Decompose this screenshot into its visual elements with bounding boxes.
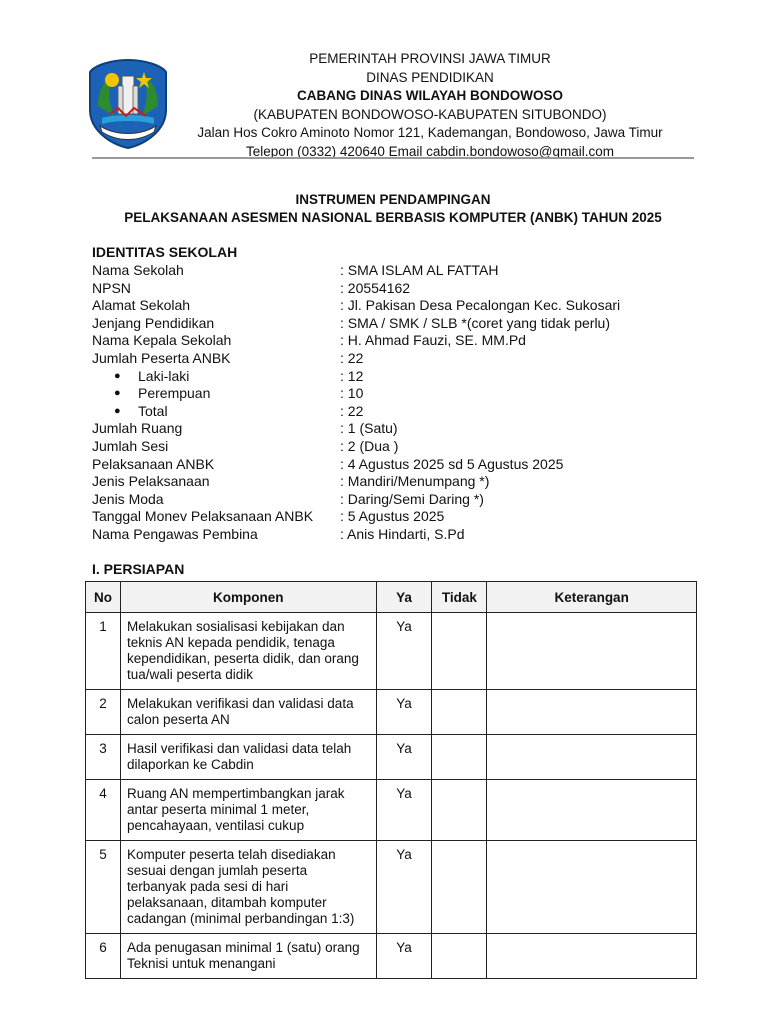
table-row [86,841,697,934]
identitas-label: Nama Kepala Sekolah [92,332,232,349]
tidak-cell [432,841,487,934]
identitas-label: NPSN [92,279,131,296]
identitas-value: : Jl. Pakisan Desa Pecalongan Kec. Sukosari [340,297,621,314]
keterangan-cell [487,613,697,690]
identitas-row [0,438,768,456]
identitas-label: Tanggal Monev Pelaksanaan ANBK [92,508,314,525]
no-cell: 3 [86,735,121,780]
document-title: INSTRUMEN PENDAMPINGAN [295,192,491,207]
tidak-cell [432,735,487,780]
tidak-cell [432,934,487,979]
identitas-row [0,403,768,421]
table-header-row [86,582,697,613]
identitas-heading: IDENTITAS SEKOLAH [92,244,238,260]
col-header-keterangan: Keterangan [487,582,697,613]
region-name: (KABUPATEN BONDOWOSO-KABUPATEN SITUBONDO) [253,106,607,122]
address: Jalan Hos Cokro Aminoto Nomor 121, Kademangan, Bondowoso, Jawa Timur [197,125,663,140]
komponen-cell: Ada penugasan minimal 1 (satu) orang Teknisi untuk menangani [120,934,376,979]
identitas-value: : SMA ISLAM AL FATTAH [340,262,499,278]
tidak-cell [432,613,487,690]
persiapan-heading: I. PERSIAPAN [92,561,185,577]
identitas-row [0,526,768,544]
komponen-cell: Melakukan verifikasi dan validasi data calon peserta AN [120,690,376,735]
bullet-icon: ● [114,369,121,382]
identitas-label: Alamat Sekolah [92,297,191,314]
identitas-value: : 1 (Satu) [340,420,398,437]
keterangan-cell [487,934,697,979]
identitas-value: : Daring/Semi Daring *) [340,490,484,507]
contact: Telepon (0332) 420640 Email cabdin.bondowoso@gmail.com [246,143,614,159]
identitas-label: Total [138,402,168,419]
identitas-label: Jumlah Peserta ANBK [92,350,231,366]
identitas-label: Perempuan [138,385,211,402]
identitas-value: : 10 [340,385,364,402]
identitas-label: Nama Sekolah [92,262,184,278]
table-row [86,613,697,690]
identitas-label: Jenis Moda [92,490,164,507]
no-cell: 6 [86,934,121,979]
identitas-row [0,368,768,386]
table-row [86,735,697,780]
identitas-label: Jumlah Sesi [92,438,169,454]
identitas-label: Jumlah Ruang [92,420,183,437]
identitas-value: : SMA / SMK / SLB *(coret yang tidak perlu) [340,314,610,331]
keterangan-cell [487,690,697,735]
komponen-cell: Hasil verifikasi dan validasi data telah dilaporkan ke Cabdin [120,735,376,780]
komponen-cell: Melakukan sosialisasi kebijakan dan teknis AN kepada pendidik, tenaga kependidikan, peserta didik, dan orang tua/wali peserta didik [120,613,376,690]
col-header-no: No [86,582,121,613]
identitas-row [0,491,768,509]
east-java-emblem-logo [88,58,168,150]
tidak-cell [432,780,487,841]
table-row [86,934,697,979]
agency-name: DINAS PENDIDIKAN [366,69,494,85]
table-row [86,780,697,841]
table-row [86,690,697,735]
no-cell: 4 [86,780,121,841]
identitas-row [0,280,768,298]
ya-cell: Ya [376,613,432,690]
keterangan-cell [487,841,697,934]
col-header-komponen: Komponen [120,582,376,613]
identitas-value: : 22 [340,402,364,419]
branch-name: CABANG DINAS WILAYAH BONDOWOSO [296,88,563,103]
persiapan-table [85,581,697,979]
identitas-value: : Anis Hindarti, S.Pd [340,526,465,542]
identitas-row [0,262,768,280]
identitas-row [0,350,768,368]
identitas-value: : 20554162 [340,279,411,296]
document-subtitle: PELAKSANAAN ASESMEN NASIONAL BERBASIS KOMPUTER (ANBK) TAHUN 2025 [124,210,662,225]
identitas-label: Pelaksanaan ANBK [92,455,215,472]
identitas-label: Nama Pengawas Pembina [92,526,258,542]
header-divider [92,157,694,159]
identitas-label: Jenjang Pendidikan [92,314,215,331]
identitas-label: Jenis Pelaksanaan [92,473,210,490]
identitas-row [0,315,768,333]
ya-cell: Ya [376,735,432,780]
identitas-row [0,473,768,491]
komponen-cell: Ruang AN mempertimbangkan jarak antar peserta minimal 1 meter, pencahayaan, ventilasi cukup [120,780,376,841]
identitas-row [0,508,768,526]
letterhead [170,50,690,161]
ya-cell: Ya [376,841,432,934]
bullet-icon: ● [114,404,121,417]
col-header-tidak: Tidak [432,582,487,613]
col-header-ya: Ya [376,582,432,613]
identitas-value: : 12 [340,367,364,384]
identitas-value: : Mandiri/Menumpang *) [340,473,490,490]
identitas-row [0,385,768,403]
no-cell: 2 [86,690,121,735]
identitas-value: : H. Ahmad Fauzi, SE. MM.Pd [340,332,526,349]
keterangan-cell [487,780,697,841]
identitas-row [0,297,768,315]
bullet-icon: ● [114,387,121,400]
ya-cell: Ya [376,934,432,979]
identitas-label: Laki-laki [138,367,190,384]
identitas-value: : 4 Agustus 2025 sd 5 Agustus 2025 [340,455,564,472]
keterangan-cell [487,735,697,780]
ya-cell: Ya [376,690,432,735]
komponen-cell: Komputer peserta telah disediakan sesuai dengan jumlah peserta terbanyak pada sesi di hari pelaksanaan, ditambah komputer cadangan (minimal perbandingan 1:3) [120,841,376,934]
tidak-cell [432,690,487,735]
identitas-row [0,420,768,438]
identitas-row [0,332,768,350]
identitas-value: : 5 Agustus 2025 [340,508,445,525]
no-cell: 1 [86,613,121,690]
identitas-value: : 2 (Dua ) [340,438,399,454]
no-cell: 5 [86,841,121,934]
govt-name: PEMERINTAH PROVINSI JAWA TIMUR [309,51,551,66]
identitas-row [0,456,768,474]
ya-cell: Ya [376,780,432,841]
identitas-value: : 22 [340,350,364,366]
